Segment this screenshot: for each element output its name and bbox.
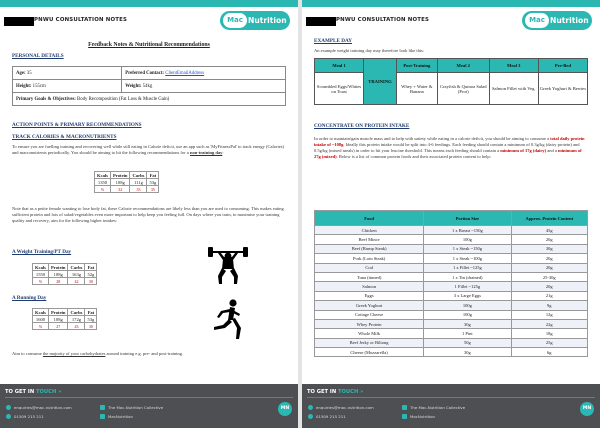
protein-target: total daily protein intake of ~108g — [314, 136, 585, 147]
macro-value: 1600 — [33, 316, 49, 323]
food-protein: 6g — [511, 348, 587, 357]
para3-end: around training e.g. pre- and post-training. — [105, 351, 183, 356]
food-protein: 20g — [511, 263, 587, 272]
para1-end: : — [222, 149, 224, 155]
weight-label: Weight: — [125, 83, 142, 89]
height-label: Height: — [16, 83, 32, 89]
mac-nutrition-logo — [522, 11, 592, 30]
mn-badge: MN — [278, 402, 292, 416]
protein-text-e: and a — [546, 147, 558, 153]
food-row — [315, 329, 588, 338]
footer-facebook[interactable]: The Mac-Nutrition Collective — [410, 405, 466, 410]
macro-value: 108g — [48, 271, 67, 278]
food-name: Cottage Cheese — [315, 310, 424, 319]
logo-nutrition-text: Nutrition — [550, 16, 589, 25]
example-intro: An example weight training day may therefore look like this: — [314, 48, 425, 53]
macro-header: Kcals — [33, 309, 49, 316]
top-accent-bar — [0, 0, 298, 7]
footer-title-text: TO GET IN — [5, 389, 36, 395]
macro-pct: % — [33, 323, 49, 330]
macro-header: Carbs — [68, 264, 85, 271]
food-row — [315, 244, 588, 253]
logo-nutrition-text: Nutrition — [248, 16, 287, 25]
macro-value: 1350 — [95, 179, 111, 186]
footer-email[interactable]: enquiries@mac-nutrition.com — [14, 405, 72, 410]
para3-emphasis: the majority of your carbohydrates — [42, 351, 106, 356]
macro-pct: 28 — [48, 278, 67, 285]
mac-nutrition-logo — [220, 11, 290, 30]
main-title: Feedback Notes & Nutritional Recommendations — [88, 42, 210, 48]
para1-text: To ensure you are fuelling training and recovering well while still eating in Calorie deficit, use an app such as 'MyFitnessPal' to track energy (Calories) and macronutrients periodically. You should be aiming to hit the following recommendations for a — [12, 144, 285, 155]
food-portion: 1 x Breast ~150g — [424, 226, 511, 235]
food-name: Beef Mince — [315, 235, 424, 244]
protein-text-g: . Below is a list of common protein foods and their associated protein content to help: — [336, 153, 491, 159]
macro-header: Carbs — [68, 309, 85, 316]
top-accent-bar — [302, 0, 600, 7]
food-row — [315, 254, 588, 263]
food-row — [315, 272, 588, 281]
mn-badge: MN — [580, 402, 594, 416]
macro-pct: 33 — [130, 186, 147, 193]
food-portion: 30g — [424, 348, 511, 357]
food-protein: 18g — [511, 329, 587, 338]
logo-mac-text: Mac — [223, 13, 247, 28]
protein-heading: CONCENTRATE ON PROTEIN INTAKE — [314, 123, 410, 129]
macro-header: Fat — [85, 309, 97, 316]
phone-icon — [6, 414, 11, 419]
action-heading: ACTION POINTS & PRIMARY RECOMMENDATIONS — [12, 122, 142, 128]
food-protein: 25g — [511, 338, 587, 347]
footer-twitter[interactable]: MacNutrition — [108, 414, 133, 419]
page-left — [0, 0, 298, 428]
age-label: Age: — [16, 70, 26, 76]
redacted-block — [306, 17, 336, 26]
food-portion: 1 Fillet ~125g — [424, 282, 511, 291]
day-meal: Whey + Water & Banana — [396, 73, 437, 105]
goals-label: Primary Goals & Objectives: — [16, 96, 76, 102]
footer-email[interactable]: enquiries@mac-nutrition.com — [316, 405, 374, 410]
macro-value: 163g — [68, 271, 85, 278]
food-name: Whole Milk — [315, 329, 424, 338]
food-portion: 1 Pint — [424, 329, 511, 338]
running-day-heading: A Running Day — [12, 295, 47, 301]
page-header — [302, 8, 600, 38]
footer-twitter[interactable]: MacNutrition — [410, 414, 435, 419]
twitter-icon — [100, 414, 105, 419]
macro-pct: 30 — [85, 323, 97, 330]
protein-paragraph — [314, 136, 588, 160]
food-row — [315, 291, 588, 300]
day-meal: Salmon Fillet with Veg. — [489, 73, 538, 105]
footer-divider — [5, 397, 293, 398]
day-header: Meal 3 — [489, 59, 538, 73]
food-row — [315, 282, 588, 291]
macro-header: Carbs — [130, 172, 147, 179]
food-protein: 9g — [511, 301, 587, 310]
footer-title — [307, 389, 363, 395]
food-portion: 1 x Steak ~150g — [424, 244, 511, 253]
food-name: Beef Jerky or Biltong — [315, 338, 424, 347]
protein-min-mixed: minimum of 27g (mixed) — [314, 147, 582, 159]
food-header: Food — [315, 211, 424, 226]
food-protein: 22g — [511, 319, 587, 328]
macro-pct: 43 — [68, 323, 85, 330]
food-name: Chicken — [315, 226, 424, 235]
macro-value: 53g — [147, 179, 159, 186]
footer-title — [5, 389, 61, 395]
protein-text-a: In order to maintain/gain muscle mass and to help with satiety while eating in a calorie deficit, you should be aiming to consume a — [314, 136, 551, 141]
food-name: Eggs — [315, 291, 424, 300]
food-protein: 12g — [511, 310, 587, 319]
food-name: Pork (Loin Steak) — [315, 254, 424, 263]
runner-icon — [206, 297, 250, 341]
food-protein: 20g — [511, 282, 587, 291]
macro-header: Fat — [147, 172, 159, 179]
food-name: Beef (Rump Steak) — [315, 244, 424, 253]
footer — [302, 384, 600, 428]
food-name: Cod — [315, 263, 424, 272]
food-name: Tuna (tinned) — [315, 272, 424, 281]
food-portion: 100g — [424, 301, 511, 310]
macro-pct: % — [95, 186, 111, 193]
macros-weight-table — [32, 263, 97, 285]
macro-header: Kcals — [33, 264, 49, 271]
track-heading: TRACK CALORIES & MACRONUTRIENTS — [12, 134, 117, 140]
day-meal: Scrambled Eggs/Whites on Toast — [315, 73, 364, 105]
macros-rest-table — [94, 171, 159, 193]
example-day-table — [314, 58, 588, 105]
macro-value: 172g — [68, 316, 85, 323]
food-row — [315, 263, 588, 272]
food-protein: 20g — [511, 235, 587, 244]
page-header — [0, 8, 298, 38]
food-portion: 1 x Steak ~100g — [424, 254, 511, 263]
food-row — [315, 301, 588, 310]
food-portion: 100g — [424, 235, 511, 244]
phone-icon — [308, 414, 313, 419]
food-row — [315, 348, 588, 357]
facebook-icon — [100, 405, 105, 410]
macros-run-table — [32, 308, 97, 330]
macro-value: 111g — [130, 179, 147, 186]
twitter-icon — [402, 414, 407, 419]
food-portion: 30g — [424, 319, 511, 328]
macro-value: 52g — [85, 271, 97, 278]
para1-emphasis: non-training day — [189, 149, 223, 155]
food-protein: 30g — [511, 244, 587, 253]
contact-value[interactable]: ClientEmailAddress — [165, 70, 205, 76]
weightlifter-icon — [206, 244, 250, 286]
day-header: Meal 1 — [315, 59, 364, 73]
macro-pct: 27 — [48, 323, 67, 330]
footer-title-text: TO GET IN — [307, 389, 338, 395]
example-heading: EXAMPLE DAY — [314, 38, 352, 44]
footer-arrow: » — [58, 389, 62, 395]
footer — [0, 384, 298, 428]
protein-foods-table — [314, 210, 588, 357]
personal-heading: PERSONAL DETAILS — [12, 53, 64, 59]
redacted-block — [4, 17, 34, 26]
macro-header: Protein — [48, 264, 67, 271]
footer-facebook[interactable]: The Mac-Nutrition Collective — [108, 405, 164, 410]
food-portion: 3 x Large Eggs — [424, 291, 511, 300]
day-header: Pre-Bed — [538, 59, 587, 73]
footer-title-touch: TOUCH — [35, 389, 57, 395]
food-row — [315, 319, 588, 328]
food-header: Approx. Protein Content — [511, 211, 587, 226]
food-name: Greek Yoghurt — [315, 301, 424, 310]
height-value: 155cm — [32, 83, 46, 89]
macro-pct: 32 — [110, 186, 129, 193]
contact-label: Preferred Contact: — [125, 70, 165, 76]
food-row — [315, 226, 588, 235]
food-protein: 20g — [511, 254, 587, 263]
petite-paragraph: Note that as a petite female wanting to lose body fat, these Calorie recommendations are likely less than you are used to consuming. This makes eating sufficient protein and lots of salad/vegetables even more important to help keep you feeling full. On days where you train, to maximise your training quality and recovery, aim for the following higher intakes: — [12, 206, 284, 223]
footer-arrow: » — [360, 389, 364, 395]
food-protein: 45g — [511, 226, 587, 235]
macro-header: Protein — [48, 309, 67, 316]
food-portion: 100g — [424, 310, 511, 319]
food-name: Salmon — [315, 282, 424, 291]
macro-value: 53g — [85, 316, 97, 323]
macro-pct: % — [33, 278, 49, 285]
food-row — [315, 338, 588, 347]
macro-value: 1550 — [33, 271, 49, 278]
food-portion: 1 x Fillet ~125g — [424, 263, 511, 272]
page-right — [302, 0, 600, 428]
facebook-icon — [402, 405, 407, 410]
footer-title-touch: TOUCH — [337, 389, 359, 395]
logo-mac-text: Mac — [525, 13, 549, 28]
age-value: 35 — [26, 70, 32, 76]
weight-day-heading: A Weight Training/PT Day — [12, 249, 72, 255]
protein-min-dairy: minimum of 17g (dairy) — [500, 147, 547, 153]
weight-value: 54kg — [142, 83, 153, 89]
food-portion: 50g — [424, 338, 511, 347]
day-meal: Greek Yoghurt & Berries — [538, 73, 587, 105]
goals-value: Body Recomposition (Fat Loss & Muscle Gain) — [77, 96, 170, 102]
day-meal: Crayfish & Quinoa Salad (Prot) — [437, 73, 489, 105]
macro-value: 108g — [48, 316, 67, 323]
header-title: PNWU CONSULTATION NOTES — [34, 17, 128, 23]
macro-header: Kcals — [95, 172, 111, 179]
macro-value: 108g — [110, 179, 129, 186]
header-title: PNWU CONSULTATION NOTES — [336, 17, 430, 23]
food-header: Portion Size — [424, 211, 511, 226]
calorie-paragraph — [12, 144, 286, 156]
day-header: Post-Training — [396, 59, 437, 73]
macro-header: Protein — [110, 172, 129, 179]
day-header: Meal 2 — [437, 59, 489, 73]
food-row — [315, 235, 588, 244]
food-name: Cheese (Mozzarella) — [315, 348, 424, 357]
para3-text: Aim to consume — [12, 351, 43, 356]
footer-divider — [307, 397, 595, 398]
footer-phone[interactable]: 01509 215 211 — [316, 414, 346, 419]
personal-details-table — [12, 66, 286, 106]
macro-pct: 35 — [147, 186, 159, 193]
food-row — [315, 310, 588, 319]
macro-pct: 30 — [85, 278, 97, 285]
protein-text-c: . Ideally this protein intake would be split into 4-6 feedings. Each feeding should contain a minimum of 0.3g/kg (dairy protein) and 0.5g/kg (mixed meals) in order to hit your leucine threshold. This means each feeding should contain a — [314, 141, 580, 153]
carbs-paragraph — [12, 351, 286, 357]
food-portion: 1 x Tin (drained) — [424, 272, 511, 281]
macro-header: Fat — [85, 264, 97, 271]
macro-pct: 42 — [68, 278, 85, 285]
email-icon — [308, 405, 313, 410]
training-cell: TRAINING — [364, 59, 397, 105]
food-name: Whey Protein — [315, 319, 424, 328]
email-icon — [6, 405, 11, 410]
footer-phone[interactable]: 01509 215 211 — [14, 414, 44, 419]
food-protein: 25-30g — [511, 272, 587, 281]
food-protein: 21g — [511, 291, 587, 300]
